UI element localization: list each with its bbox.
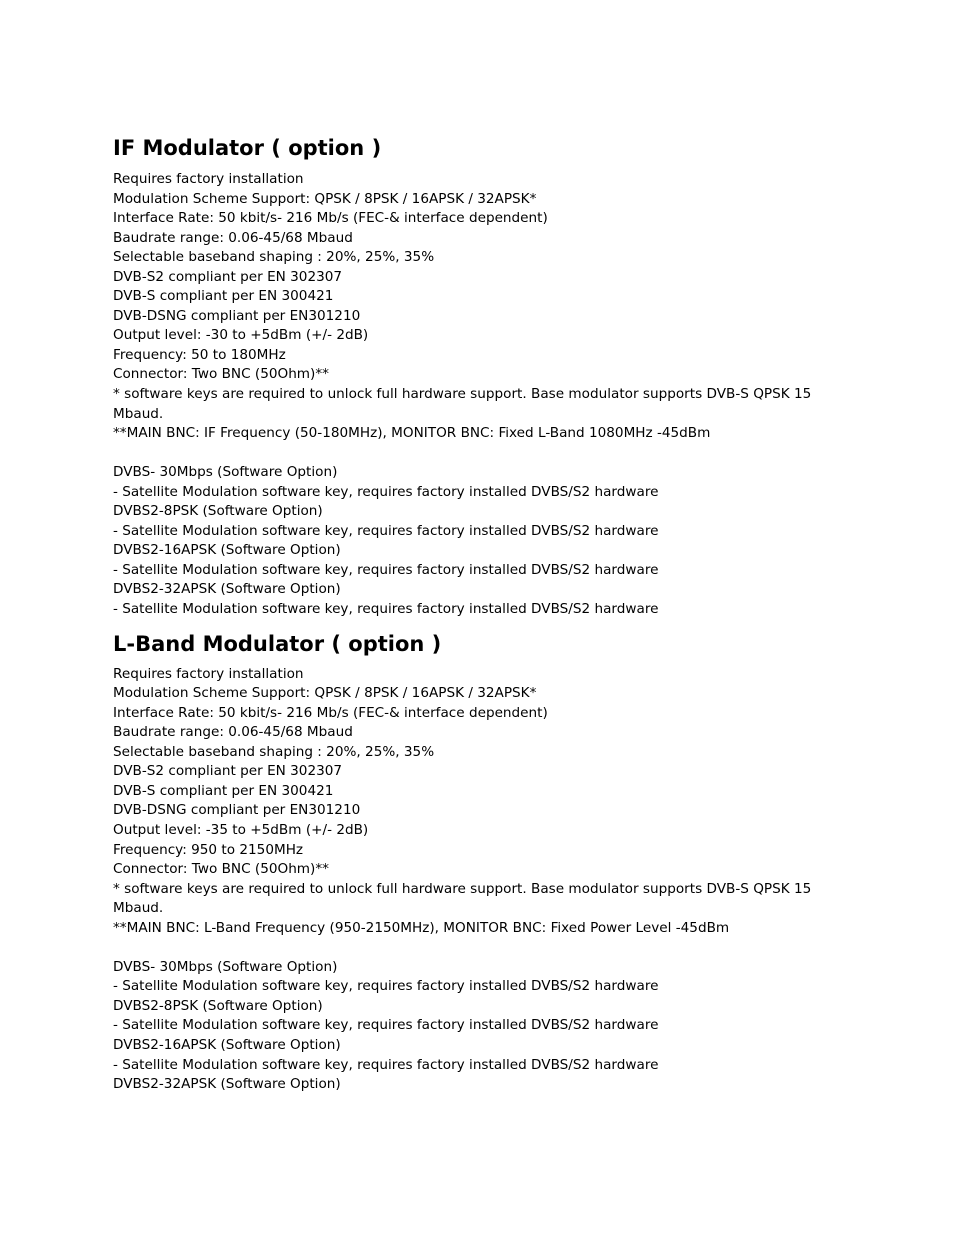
spec-line: Baudrate range: 0.06-45/68 Mbaud (113, 724, 353, 741)
section-title: L-Band Modulator ( option ) (113, 631, 442, 656)
spec-line: Output level: -30 to +5dBm (+/- 2dB) (113, 327, 369, 344)
lband-modulator-section (113, 626, 843, 1095)
spec-line: DVB-DSNG compliant per EN301210 (113, 307, 361, 324)
option-line: - Satellite Modulation software key, requires factory installed DVBS/S2 hardware (113, 522, 659, 539)
option-line: - Satellite Modulation software key, requires factory installed DVBS/S2 hardware (113, 978, 659, 995)
option-line: DVBS2-8PSK (Software Option) (113, 503, 323, 520)
option-line: - Satellite Modulation software key, requires factory installed DVBS/S2 hardware (113, 1017, 659, 1034)
footnote-line: **MAIN BNC: L-Band Frequency (950-2150MHz), MONITOR BNC: Fixed Power Level -45dBm (113, 919, 730, 936)
option-line: DVBS2-8PSK (Software Option) (113, 997, 323, 1014)
option-line: DVBS2-32APSK (Software Option) (113, 1076, 341, 1093)
spec-line: Baudrate range: 0.06-45/68 Mbaud (113, 229, 353, 246)
spec-list (113, 170, 843, 444)
spec-line: Modulation Scheme Support: QPSK / 8PSK / 16APSK / 32APSK* (113, 190, 537, 207)
footnote-line: **MAIN BNC: IF Frequency (50-180MHz), MONITOR BNC: Fixed L-Band 1080MHz -45dBm (113, 425, 711, 442)
spacer (113, 938, 843, 958)
spec-line: Requires factory installation (113, 665, 304, 682)
option-line: DVBS- 30Mbps (Software Option) (113, 464, 338, 481)
spec-line: Connector: Two BNC (50Ohm)** (113, 366, 329, 383)
spec-line: DVB-S2 compliant per EN 302307 (113, 268, 343, 285)
spec-line: DVB-S compliant per EN 300421 (113, 782, 334, 799)
software-options-list (113, 463, 843, 619)
if-modulator-section (113, 130, 843, 620)
spec-line: DVB-S2 compliant per EN 302307 (113, 763, 343, 780)
spec-line: Selectable baseband shaping : 20%, 25%, 35% (113, 743, 435, 760)
spec-line: Frequency: 950 to 2150MHz (113, 841, 304, 858)
spec-list (113, 665, 843, 939)
spec-line: DVB-DSNG compliant per EN301210 (113, 802, 361, 819)
spec-line: Output level: -35 to +5dBm (+/- 2dB) (113, 821, 369, 838)
spec-line: DVB-S compliant per EN 300421 (113, 288, 334, 305)
spec-line: Interface Rate: 50 kbit/s- 216 Mb/s (FEC-& interface dependent) (113, 704, 548, 721)
spec-line: Requires factory installation (113, 171, 304, 187)
option-line: DVBS2-32APSK (Software Option) (113, 581, 341, 598)
spec-line: Interface Rate: 50 kbit/s- 216 Mb/s (FEC-& interface dependent) (113, 210, 548, 227)
section-title: IF Modulator ( option ) (113, 136, 382, 160)
spec-line: Modulation Scheme Support: QPSK / 8PSK / 16APSK / 32APSK* (113, 685, 537, 702)
option-line: DVBS- 30Mbps (Software Option) (113, 958, 338, 975)
spec-line: Frequency: 50 to 180MHz (113, 346, 286, 363)
option-line: - Satellite Modulation software key, requires factory installed DVBS/S2 hardware (113, 1056, 659, 1073)
spec-line: Connector: Two BNC (50Ohm)** (113, 861, 329, 878)
footnote-line: * software keys are required to unlock full hardware support. Base modulator supports DVB-S QPSK 15 Mbaud. (113, 880, 812, 917)
spec-line: Selectable baseband shaping : 20%, 25%, 35% (113, 249, 435, 266)
option-line: DVBS2-16APSK (Software Option) (113, 1036, 341, 1053)
option-line: - Satellite Modulation software key, requires factory installed DVBS/S2 hardware (113, 601, 659, 618)
footnote-line: * software keys are required to unlock full hardware support. Base modulator supports DVB-S QPSK 15 Mbaud. (113, 386, 812, 422)
document-page (113, 130, 843, 1095)
option-line: - Satellite Modulation software key, requires factory installed DVBS/S2 hardware (113, 483, 659, 500)
option-line: - Satellite Modulation software key, requires factory installed DVBS/S2 hardware (113, 561, 659, 578)
option-line: DVBS2-16APSK (Software Option) (113, 542, 341, 559)
software-options-list (113, 958, 843, 1095)
spacer (113, 444, 843, 464)
